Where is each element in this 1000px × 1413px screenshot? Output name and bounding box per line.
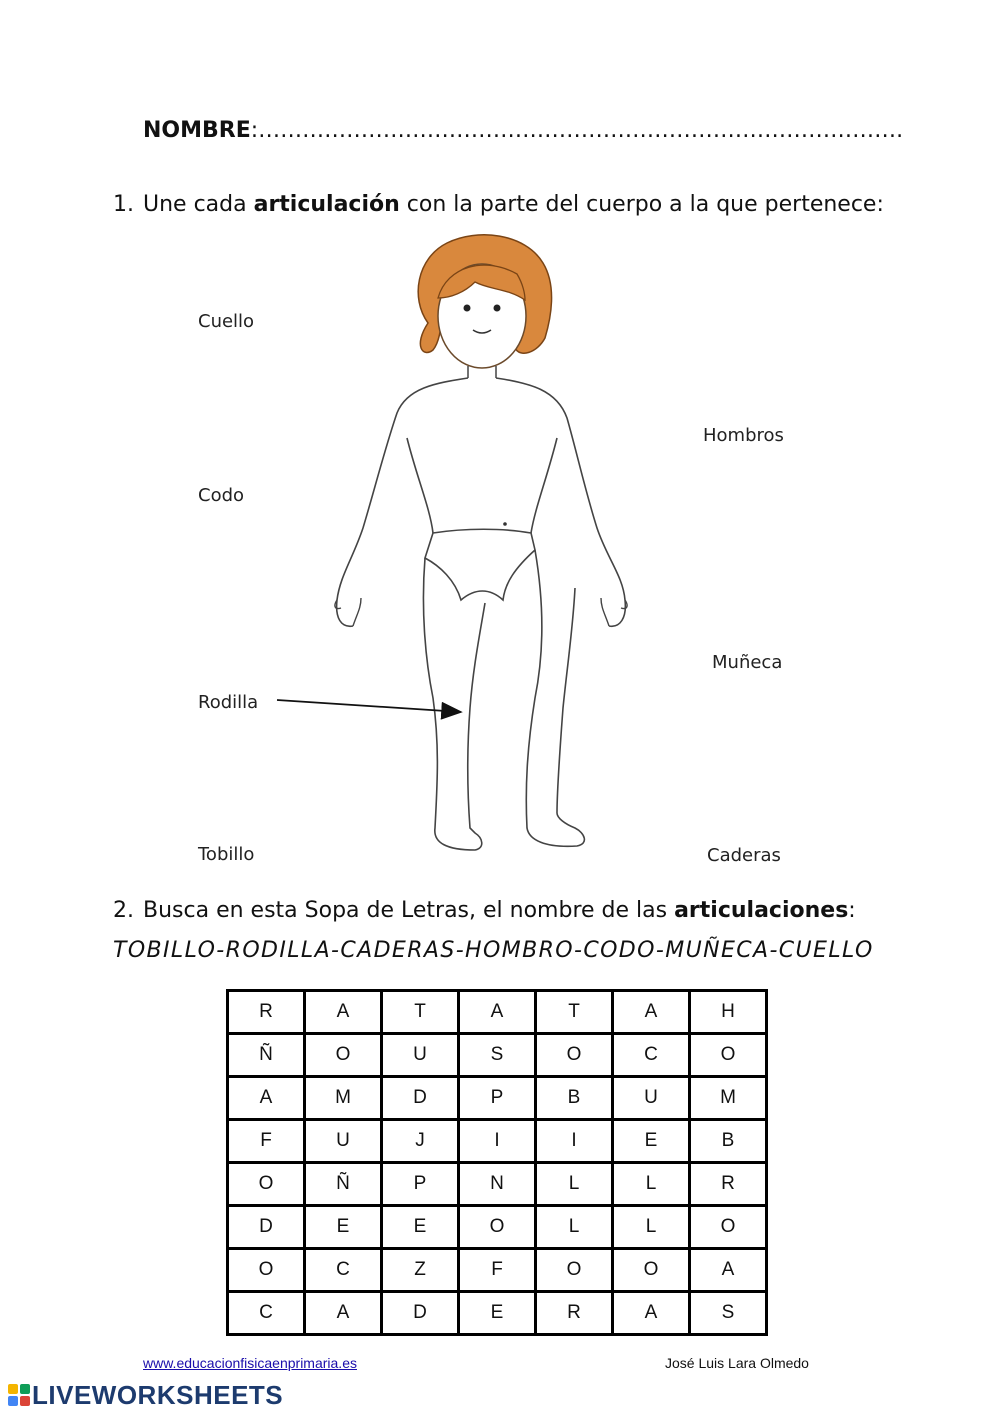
- grid-cell[interactable]: Ñ: [305, 1163, 382, 1206]
- grid-cell[interactable]: R: [690, 1163, 767, 1206]
- question-2-text-b: :: [848, 898, 856, 923]
- question-1-keyword: articulación: [253, 192, 400, 217]
- grid-row: [228, 991, 767, 1034]
- grid-cell[interactable]: R: [536, 1292, 613, 1335]
- question-2-keyword: articulaciones: [674, 898, 849, 923]
- grid-cell[interactable]: J: [382, 1120, 459, 1163]
- grid-cell[interactable]: F: [228, 1120, 305, 1163]
- question-1-text-a: Une cada: [143, 192, 254, 217]
- grid-cell[interactable]: C: [228, 1292, 305, 1335]
- label-codo: Codo: [198, 485, 245, 506]
- grid-cell[interactable]: L: [613, 1206, 690, 1249]
- grid-cell[interactable]: B: [536, 1077, 613, 1120]
- label-rodilla: Rodilla: [198, 692, 259, 713]
- grid-cell[interactable]: E: [459, 1292, 536, 1335]
- grid-cell[interactable]: C: [305, 1249, 382, 1292]
- child-body-illustration: [185, 228, 815, 878]
- right-eye: [494, 305, 501, 312]
- question-1-text-b: con la parte del cuerpo a la que pertenece:: [399, 192, 884, 217]
- grid-cell[interactable]: O: [613, 1249, 690, 1292]
- grid-cell[interactable]: R: [228, 991, 305, 1034]
- grid-cell[interactable]: T: [382, 991, 459, 1034]
- grid-cell[interactable]: H: [690, 991, 767, 1034]
- question-2: [113, 898, 856, 923]
- grid-cell[interactable]: U: [613, 1077, 690, 1120]
- question-1: [113, 192, 884, 217]
- name-label: NOMBRE: [143, 118, 251, 143]
- grid-cell[interactable]: D: [382, 1292, 459, 1335]
- grid-cell[interactable]: E: [305, 1206, 382, 1249]
- label-hombros: Hombros: [703, 425, 784, 446]
- grid-cell[interactable]: S: [459, 1034, 536, 1077]
- grid-cell[interactable]: I: [459, 1120, 536, 1163]
- grid-row: [228, 1206, 767, 1249]
- grid-cell[interactable]: E: [382, 1206, 459, 1249]
- grid-cell[interactable]: Z: [382, 1249, 459, 1292]
- grid-cell[interactable]: U: [382, 1034, 459, 1077]
- label-cuello: Cuello: [198, 311, 255, 332]
- grid-cell[interactable]: O: [690, 1034, 767, 1077]
- grid-cell[interactable]: F: [459, 1249, 536, 1292]
- website-link[interactable]: www.educacionfisicaenprimaria.es: [143, 1355, 357, 1371]
- grid-cell[interactable]: D: [382, 1077, 459, 1120]
- grid-cell[interactable]: N: [459, 1163, 536, 1206]
- grid-cell[interactable]: O: [459, 1206, 536, 1249]
- grid-cell[interactable]: L: [536, 1206, 613, 1249]
- grid-row: [228, 1077, 767, 1120]
- grid-cell[interactable]: M: [690, 1077, 767, 1120]
- grid-row: [228, 1034, 767, 1077]
- question-2-text-a: Busca en esta Sopa de Letras, el nombre de las: [143, 898, 675, 923]
- grid-cell[interactable]: T: [536, 991, 613, 1034]
- question-1-number: 1.: [113, 192, 134, 217]
- grid-cell[interactable]: O: [690, 1206, 767, 1249]
- grid-cell[interactable]: L: [613, 1163, 690, 1206]
- brand-grid-icon: [8, 1384, 30, 1406]
- grid-cell[interactable]: A: [459, 991, 536, 1034]
- grid-cell[interactable]: M: [305, 1077, 382, 1120]
- body-figure-area: [185, 228, 815, 878]
- grid-cell[interactable]: O: [305, 1034, 382, 1077]
- grid-row: [228, 1292, 767, 1335]
- grid-row: [228, 1120, 767, 1163]
- underwear-outline: [425, 529, 535, 600]
- grid-row: [228, 1163, 767, 1206]
- label-tobillo: Tobillo: [198, 844, 255, 865]
- name-field[interactable]: :…………………………………………………………………………….: [250, 118, 904, 143]
- label-caderas: Caderas: [707, 845, 781, 866]
- grid-cell[interactable]: O: [536, 1249, 613, 1292]
- grid-cell[interactable]: P: [382, 1163, 459, 1206]
- name-line: [143, 118, 903, 143]
- word-list: TOBILLO-RODILLA-CADERAS-HOMBRO-CODO-MUÑECA-CUELLO: [113, 938, 874, 963]
- grid-cell[interactable]: D: [228, 1206, 305, 1249]
- left-eye: [464, 305, 471, 312]
- grid-cell[interactable]: S: [690, 1292, 767, 1335]
- liveworksheets-logo[interactable]: [8, 1380, 283, 1410]
- grid-cell[interactable]: A: [228, 1077, 305, 1120]
- grid-cell[interactable]: A: [613, 991, 690, 1034]
- grid-cell[interactable]: Ñ: [228, 1034, 305, 1077]
- grid-cell[interactable]: A: [305, 1292, 382, 1335]
- grid-cell[interactable]: I: [536, 1120, 613, 1163]
- grid-cell[interactable]: B: [690, 1120, 767, 1163]
- grid-cell[interactable]: P: [459, 1077, 536, 1120]
- grid-cell[interactable]: O: [228, 1249, 305, 1292]
- grid-cell[interactable]: C: [613, 1034, 690, 1077]
- question-2-number: 2.: [113, 898, 134, 923]
- brand-text: LIVEWORKSHEETS: [32, 1379, 284, 1410]
- grid-row: [228, 1249, 767, 1292]
- grid-cell[interactable]: O: [228, 1163, 305, 1206]
- word-search-grid: [226, 989, 768, 1336]
- grid-cell[interactable]: L: [536, 1163, 613, 1206]
- author-name: José Luis Lara Olmedo: [665, 1355, 809, 1371]
- grid-cell[interactable]: U: [305, 1120, 382, 1163]
- label-muneca: Muñeca: [712, 652, 783, 673]
- grid-cell[interactable]: E: [613, 1120, 690, 1163]
- grid-cell[interactable]: O: [536, 1034, 613, 1077]
- grid-cell[interactable]: A: [690, 1249, 767, 1292]
- grid-cell[interactable]: A: [305, 991, 382, 1034]
- grid-cell[interactable]: A: [613, 1292, 690, 1335]
